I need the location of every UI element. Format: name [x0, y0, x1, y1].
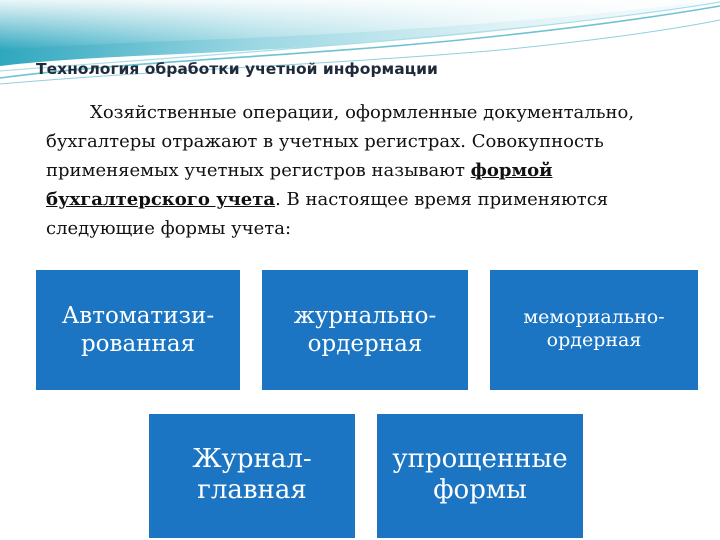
- form-box-label: упрощенные формы: [392, 444, 568, 506]
- paragraph-text-start: Хозяйственные операции, оформленные документально, бухгалтеры отражают в учетных регистрах. Совокупность применяемых учетных регистров называют: [46, 102, 635, 181]
- form-box-simplified: [377, 414, 583, 538]
- paragraph-key-term: формой бухгалтерского учета: [46, 160, 553, 210]
- form-box-label: Автоматизи- рованная: [61, 303, 215, 357]
- form-box-memorial-order: [490, 270, 698, 390]
- form-box-label: мемориально- ордерная: [523, 306, 665, 351]
- form-box-label: Журнал- главная: [192, 444, 312, 506]
- form-box-journal-main: [149, 414, 355, 538]
- form-box-automated: [36, 270, 240, 390]
- description-paragraph: [46, 98, 696, 243]
- form-box-label: журнально- ордерная: [293, 303, 437, 357]
- form-box-journal-order: [262, 270, 468, 390]
- slide-title: Технология обработки учетной информации: [36, 60, 438, 78]
- paragraph-text-end: . В настоящее время применяются следующие формы учета:: [46, 189, 609, 239]
